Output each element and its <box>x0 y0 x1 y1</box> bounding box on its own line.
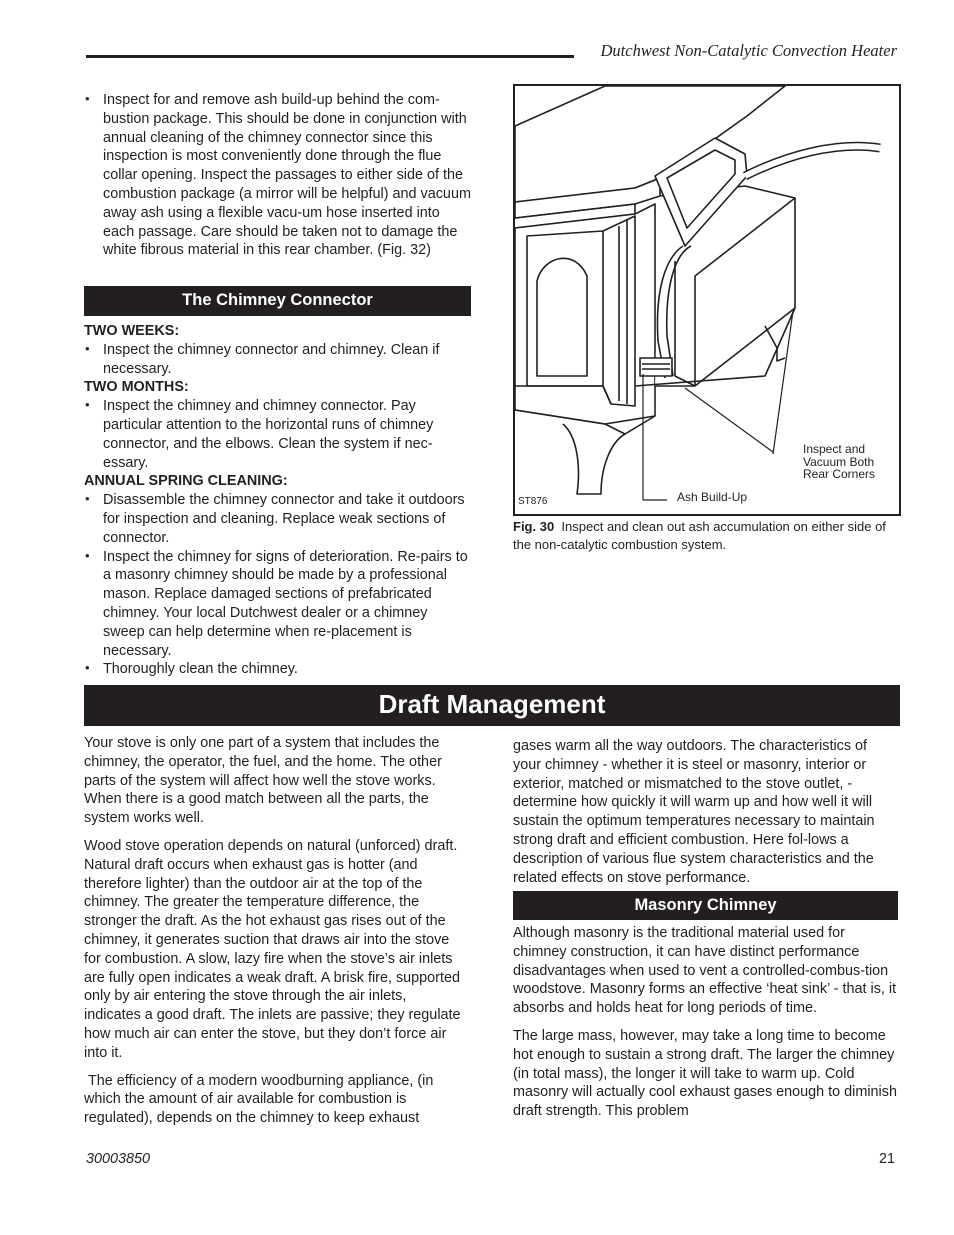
paragraph: gases warm all the way outdoors. The characteristics of your chimney - whether it is steel or masonry, interior or exterior, matched or mismatched to the stove outlet, - determine how quickly it will warm up and how well it will sustain the optimum temperatures necessary to maintain strong draft and efficient combustion. Here fol-lows a description of various flue system characteristics and the related effects on stove performance. <box>513 738 875 886</box>
list-item: • Inspect the chimney for signs of deterioration. Re-pairs to a masonry chimney should be made by a professional mason. Replace damaged sections of prefabricated chimney. Your local Dutchwest dealer or a chimney sweep can help determine when re-placement is necessary. <box>84 548 472 661</box>
two-months-label: TWO MONTHS: <box>84 379 189 396</box>
masonry-chimney-heading: Masonry Chimney <box>513 891 898 920</box>
two-weeks-list <box>84 341 472 379</box>
paragraph: Although masonry is the traditional material used for chimney construction, it can have distinct performance disadvantages when used to vent a controlled-combus-tion woodstove. Masonry forms an effective ‘heat sink’ - that is, it absorbs and holds heat for long periods of time. <box>513 925 897 1017</box>
page-number: 21 <box>878 1151 895 1167</box>
stove-figure <box>513 84 901 516</box>
draft-management-heading: Draft Management <box>84 685 900 726</box>
masonry-column <box>513 924 899 1130</box>
list-item: • Inspect the chimney connector and chimney. Clean if necessary. <box>84 341 472 379</box>
draft-right-column <box>513 737 899 896</box>
two-months-list <box>84 397 472 472</box>
running-title: Dutchwest Non-Catalytic Convection Heater <box>600 41 897 60</box>
two-weeks-label: TWO WEEKS: <box>84 323 180 339</box>
list-item: • Thoroughly clean the chimney. <box>84 660 472 679</box>
paragraph: Your stove is only one part of a system that includes the chimney, the operator, the fuel, and the home. The other parts of the system will affect how well the stove works. When there is a good match between all the parts, the system works well. <box>84 735 442 827</box>
header-rule <box>86 55 574 58</box>
figure-code: ST876 <box>518 496 548 507</box>
list-item: • Disassemble the chimney connector and take it outdoors for inspection and cleaning. Replace weak sections of connector. <box>84 491 472 547</box>
chimney-connector-heading: The Chimney Connector <box>84 286 471 316</box>
inspect-vacuum-label: Inspect and Vacuum Both Rear Corners <box>803 442 876 481</box>
list-item: • Inspect the chimney and chimney connector. Pay particular attention to the horizontal runs of chimney connector, and the elbows. Clean the system if nec-essary. <box>84 397 472 472</box>
figure-caption-text: Inspect and clean out ash accumulation on either side of the non-catalytic combustion system. <box>513 519 886 552</box>
paragraph: The efficiency of a modern woodburning appliance, (in which the amount of air available for combustion is regulated), depends on the chimney to keep exhaust <box>84 1072 438 1127</box>
annual-cleaning-label: ANNUAL SPRING CLEANING: <box>84 473 288 490</box>
list-item: • Inspect for and remove ash build-up behind the com-bustion package. This should be done in conjunction with annual cleaning of the chimney connector since this inspection is most conveniently done through the flue collar opening. Inspect the passages to either side of the combustion package (a mirror will be helpful) and vacuum away ash using a flexible vacu-um hose inserted into each passage. Care should be taken not to damage the white fibrous material in this rear chamber. (Fig. 32) <box>84 91 472 260</box>
paragraph: The large mass, however, may take a long time to become hot enough to sustain a strong draft. The larger the chimney (in total mass), the longer it will take to warm up. Cold masonry will actually cool exhaust gases enough to diminish draft strength. This problem <box>513 1027 897 1120</box>
figure-caption <box>513 518 898 553</box>
document-number: 30003850 <box>86 1151 151 1167</box>
chimney-connector-schedule <box>84 322 472 679</box>
figure-number: Fig. 30 <box>513 519 555 534</box>
ash-buildup-label: Ash Build-Up <box>677 490 748 504</box>
annual-cleaning-list <box>84 491 472 679</box>
paragraph: Wood stove operation depends on natural (unforced) draft. Natural draft occurs when exhaust gas is hotter (and therefore lighter) than the outdoor air at the top of the chimney. The greater the temperature difference, the stronger the draft. As the hot exhaust gas rises out of the chimney, it generates suction that draws air into the stove for combustion. A slow, lazy fire when the stove’s air inlets are fully open indicates a weak draft. A brisk fire, supported only by air entering the stove through the air inlets, indicates a good draft. The inlets are passive; they regulate how much air can enter the stove, but they don’t force air into it. <box>84 837 461 1061</box>
ash-inspection-list <box>84 91 472 260</box>
draft-left-column <box>84 734 464 1137</box>
